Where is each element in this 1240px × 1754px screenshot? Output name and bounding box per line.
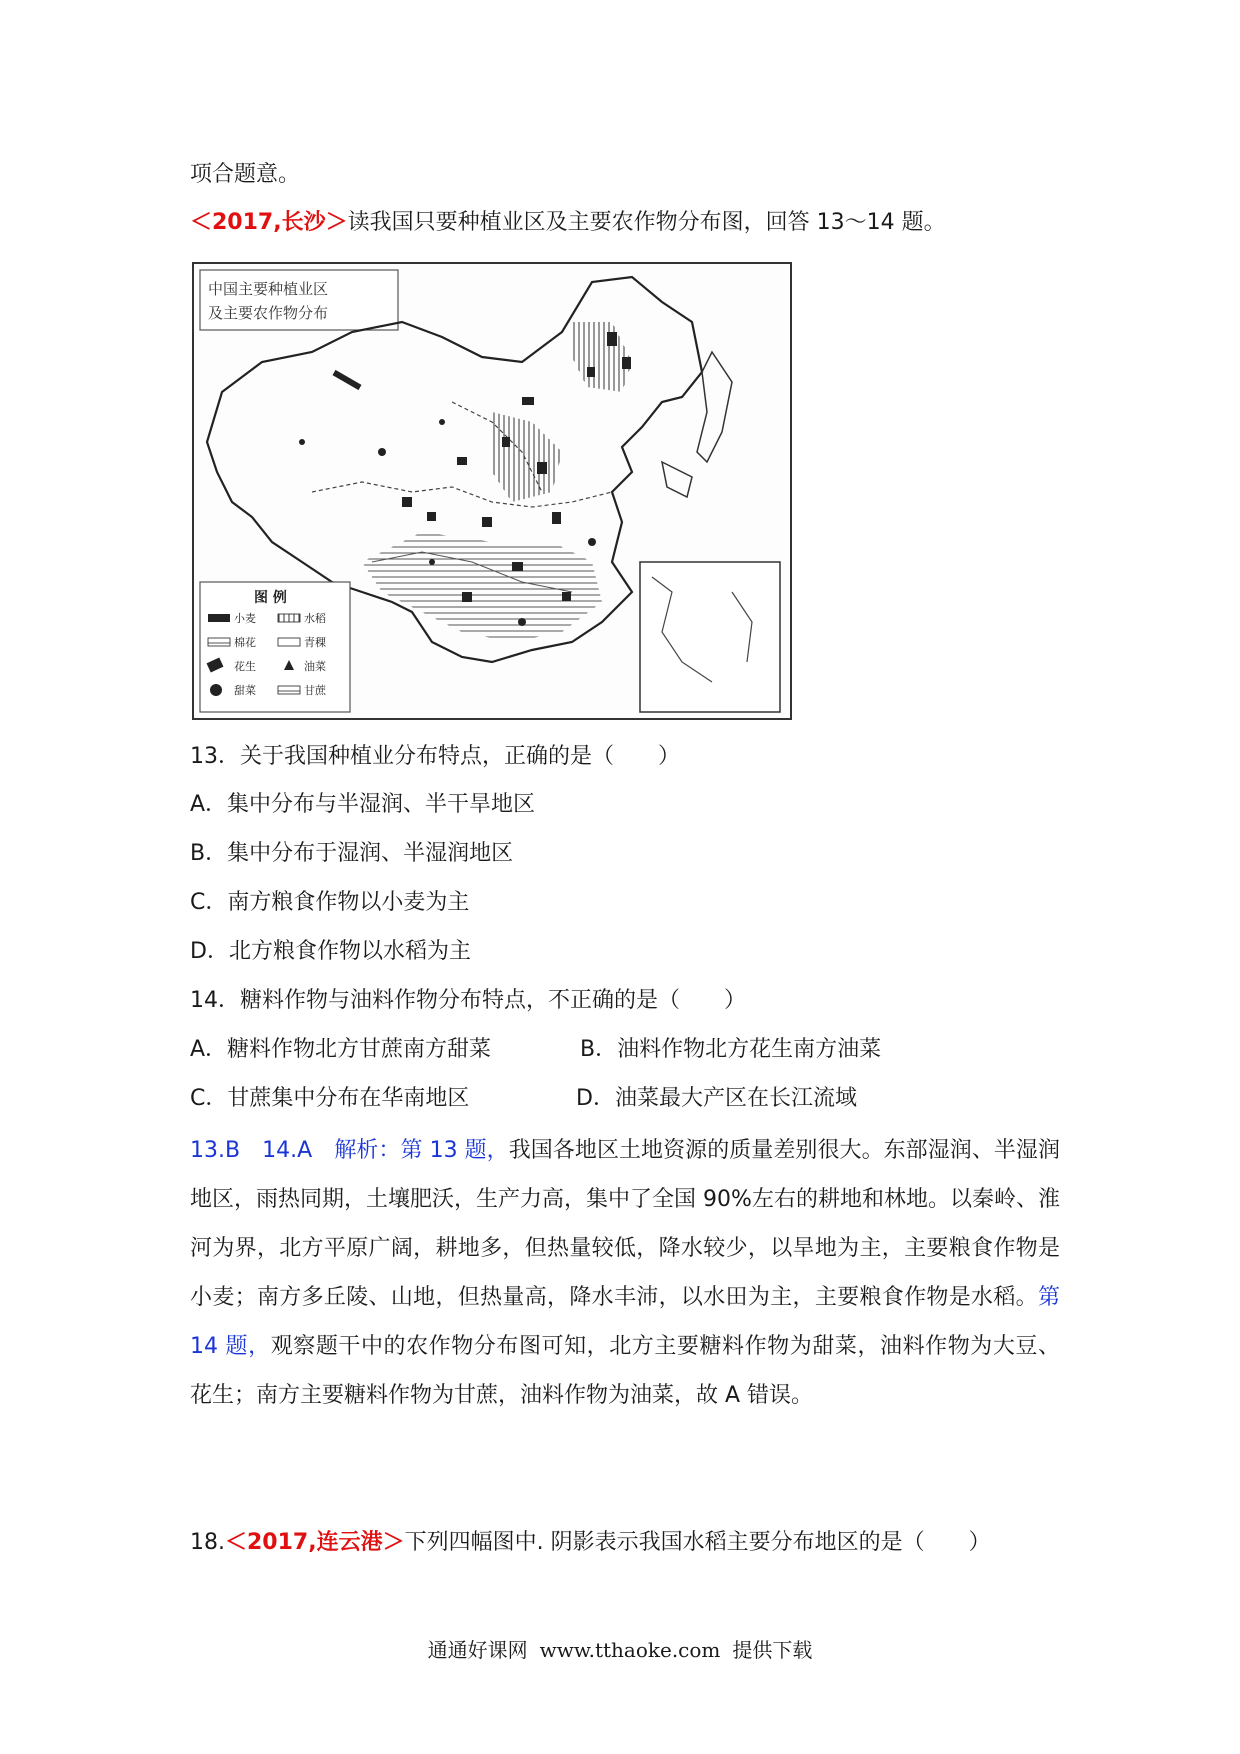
answer-explanation (190, 1126, 1060, 1420)
q18-line (190, 1528, 991, 1558)
answer-label: 13.B 14.A 解析：第 13 题， (190, 1138, 509, 1163)
legend-item-cotton: 棉花 (234, 636, 256, 649)
q13-stem: 13．关于我国种植业分布特点，正确的是（ ） (190, 744, 680, 769)
crop-distribution-map (192, 262, 792, 720)
legend-item-sugar-beet: 甜菜 (234, 684, 256, 697)
intro-text: 读我国只要种植业区及主要农作物分布图，回答 13～14 题。 (347, 210, 946, 235)
q13-option-c: C．南方粮食作物以小麦为主 (190, 890, 470, 915)
map-title-line2: 及主要农作物分布 (208, 304, 329, 322)
top-line: 项合题意。 (190, 162, 301, 187)
map-title-line1: 中国主要种植业区 (208, 280, 329, 298)
q13-option-d: D．北方粮食作物以水稻为主 (190, 939, 471, 964)
q14-stem: 14．糖料作物与油料作物分布特点，不正确的是（ ） (190, 988, 746, 1013)
q14-option-b: B．油料作物北方花生南方油菜 (580, 1037, 882, 1062)
q14-option-a: A．糖料作物北方甘蔗南方甜菜 (190, 1037, 492, 1062)
page-footer (0, 1634, 1240, 1663)
q13-option-a: A．集中分布与半湿润、半干旱地区 (190, 792, 536, 817)
legend-title: 图 例 (254, 590, 287, 606)
legend-item-rice: 水稻 (304, 612, 326, 625)
q18-source-tag: ＜2017,连云港＞ (225, 1530, 405, 1555)
q14-options-row1 (190, 1035, 491, 1065)
footer-url[interactable]: www.tthaoke.com (539, 1638, 721, 1662)
china-map-figure (192, 262, 792, 720)
answer-q14-label: 第 14 题， (190, 1285, 1060, 1359)
answer-part1: 我国各地区土地资源的质量差别很大。东部湿润、半湿润地区，雨热同期，土壤肥沃，生产力高，集中了全国 90%左右的耕地和林地。以秦岭、淮河为界，北方平原广阔，耕地多，但热量较低，降水较少，以旱地为主，主要粮食作物是小麦；南方多丘陵、山地，但热量高，降水丰沛，以水田为主，主要粮食作物是水稻。 (190, 1138, 1060, 1310)
legend-item-peanut: 花生 (234, 660, 256, 673)
legend-item-sugarcane: 甘蔗 (304, 684, 326, 697)
legend-item-rapeseed: 油菜 (304, 660, 326, 673)
legend-item-highland-barley: 青稞 (304, 636, 326, 649)
answer-part2: 观察题干中的农作物分布图可知，北方主要糖料作物为甜菜，油料作物为大豆、花生；南方主要糖料作物为甘蔗，油料作物为油菜，故 A 错误。 (190, 1334, 1060, 1408)
q18-text: 下列四幅图中. 阴影表示我国水稻主要分布地区的是（ ） (404, 1530, 991, 1555)
q18-number: 18. (190, 1530, 225, 1555)
intro-line (190, 208, 946, 238)
footer-note: 提供下载 (732, 1638, 813, 1662)
legend-item-wheat: 小麦 (234, 612, 256, 625)
q14-option-c: C．甘蔗集中分布在华南地区 (190, 1086, 470, 1111)
q14-option-d: D．油菜最大产区在长江流域 (576, 1086, 857, 1111)
footer-site-name: 通通好课网 (427, 1638, 528, 1662)
q13-option-b: B．集中分布于湿润、半湿润地区 (190, 841, 514, 866)
intro-source-tag: ＜2017,长沙＞ (190, 210, 348, 235)
